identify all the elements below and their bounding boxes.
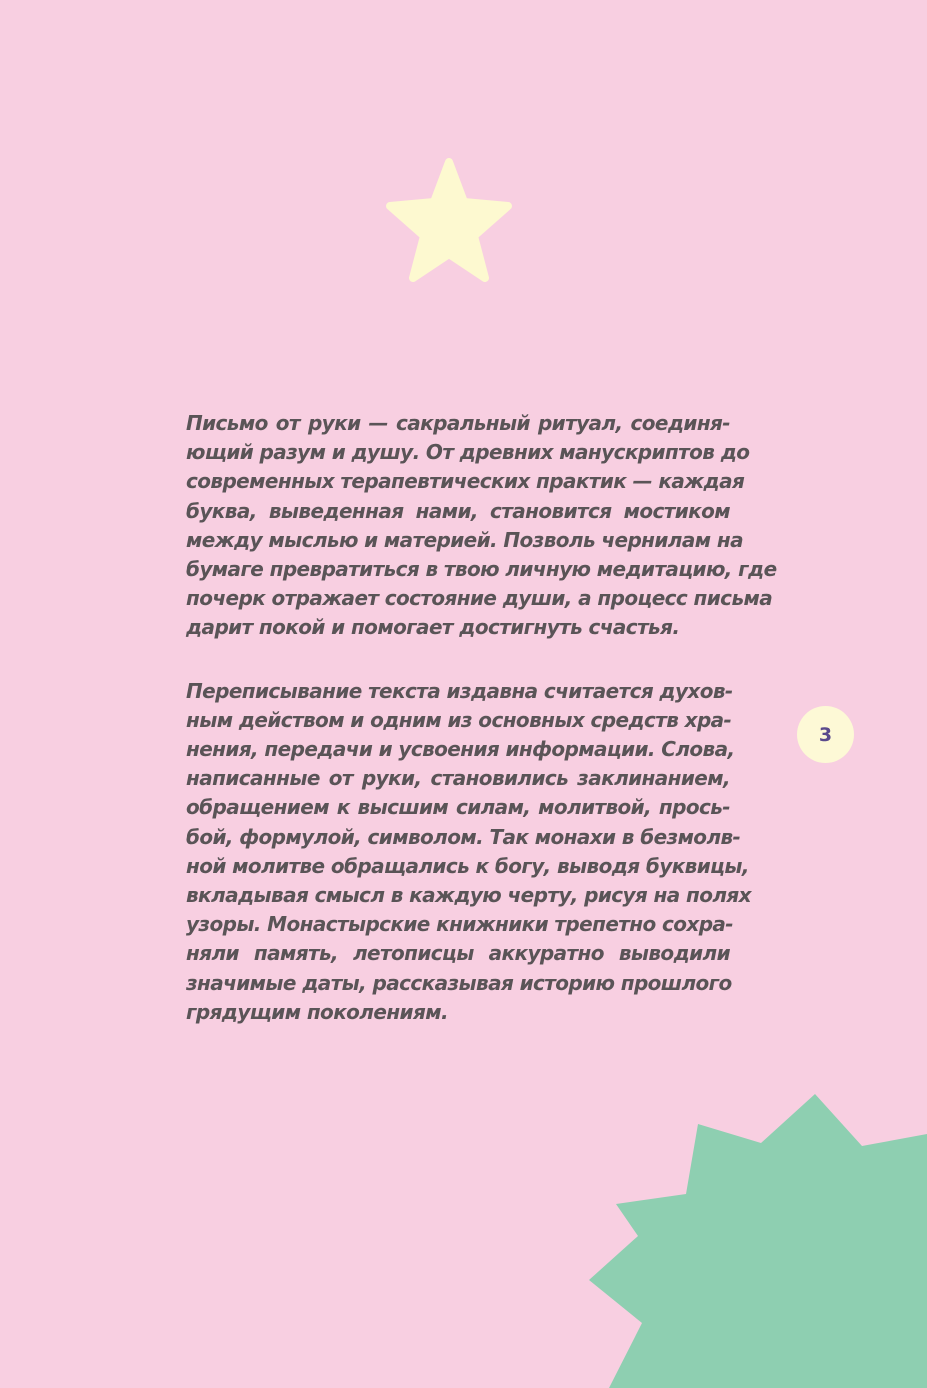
text-line: обращением к высшим силам, молитвой, прось- (186, 795, 730, 820)
star-shape (390, 162, 508, 278)
text-line: значимые даты, рассказывая историю прошлого (186, 970, 732, 995)
text-line: нения, передачи и усвоения информации. Слова, (186, 737, 735, 762)
starburst-shape (589, 1094, 927, 1388)
text-line: вкладывая смысл в каждую черту, рисуя на полях (186, 883, 751, 908)
text-line: ющий разум и душу. От древних манускриптов до (186, 440, 750, 465)
text-line: написанные от руки, становились заклинанием, (186, 766, 730, 791)
text-line: узоры. Монастырские книжники трепетно сохра- (186, 912, 734, 937)
text-line: почерк отражает состояние души, а процесс письма (186, 586, 773, 611)
paragraph-2 (186, 677, 751, 1027)
text-line: Переписывание текста издавна считается духов- (186, 678, 733, 703)
text-line: ным действом и одним из основных средств хра- (186, 707, 732, 732)
text-line: бумаге превратиться в твою личную медитацию, где (186, 557, 777, 582)
star-icon (384, 158, 514, 282)
starburst-icon (585, 1090, 927, 1388)
text-line: современных терапевтических практик — каждая (186, 469, 745, 494)
text-line: грядущим поколениям. (186, 999, 448, 1024)
text-line: буква, выведенная нами, становится мостиком (186, 498, 730, 523)
text-line: дарит покой и помогает достигнуть счастья. (186, 615, 680, 640)
page-number-badge (797, 706, 854, 763)
paragraph-1 (186, 409, 777, 643)
body-text (186, 409, 777, 1061)
text-line: между мыслью и материей. Позволь чернилам на (186, 527, 743, 552)
text-line: няли память, летописцы аккуратно выводили (186, 941, 730, 966)
text-line: бой, формулой, символом. Так монахи в безмолв- (186, 824, 741, 849)
text-line: Письмо от руки — сакральный ритуал, соединя- (186, 411, 730, 435)
text-line: ной молитве обращались к богу, выводя буквицы, (186, 853, 749, 878)
page-number: 3 (818, 723, 833, 746)
